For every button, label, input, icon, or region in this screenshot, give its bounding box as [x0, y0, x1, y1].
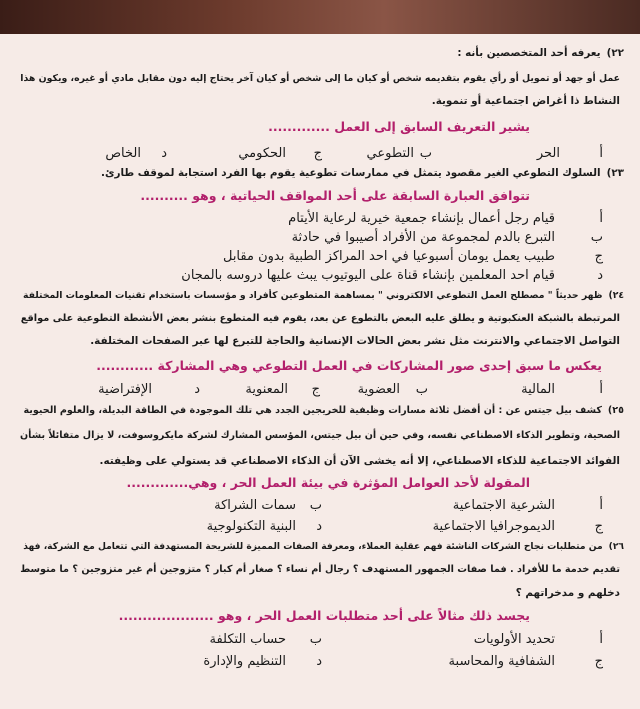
q26-line2: تقديم خدمة ما للأفراد . فما صفات الجمهور المستهدف ؟ رجال أم نساء ؟ صغار أم كبار ؟ متزوجين أم غير متزوجين ؟ ما متوسط	[20, 564, 620, 575]
q26-letter-a: أ	[599, 632, 603, 647]
q25-letter-d: د	[316, 519, 322, 534]
top-banner	[0, 0, 640, 34]
q22-letter-d: د	[161, 146, 167, 161]
q22-line2: النشاط ذا أغراض اجتماعية أو تنموية.	[431, 95, 620, 107]
q26-number: ٢٦)	[608, 541, 624, 552]
q26-line1-text: من متطلبات نجاح الشركات الناشئة فهم عقلية العملاء، ومعرفة الصفات المميزة للشريحة المستهدفة التي تتعامل مع الشركة، فهذ	[23, 541, 603, 552]
q22-letter-b: ب	[419, 146, 432, 161]
q22-number: ٢٢)	[606, 47, 624, 59]
q25-letter-a: أ	[599, 498, 603, 513]
q26-letter-d: د	[316, 654, 322, 669]
q24-number: ٢٤)	[608, 290, 624, 301]
q25-line2: الصحية، وتطوير الذكاء الاصطناعي نفسه، وفي حين أن بيل جيتس، المؤسس المشارك لشركة مايكروسوفت، لا يزال متفائلاً بشأن	[20, 430, 620, 441]
q22-option-a[interactable]: الحر	[536, 146, 560, 161]
q22-line1: عمل أو جهد أو تمويل أو رأي يقوم بتقديمه شخص أو كيان ما إلى شخص أو كيان آخر يحتاج إليه دون مقابل مادي أو غيره، ويكون هذا	[20, 73, 620, 84]
q23-option-b[interactable]: التبرع بالدم لمجموعة من الأفراد أصيبوا في حادثة	[291, 230, 555, 245]
q26-letter-b: ب	[309, 632, 322, 647]
q22-option-d[interactable]: الخاص	[105, 146, 141, 161]
q23-option-d[interactable]: قيام احد المعلمين بإنشاء قناة على اليوتيوب يبث عليها دروسه بالمجان	[181, 268, 555, 283]
q22-header	[457, 44, 624, 62]
q25-option-c[interactable]: الديموجرافيا الاجتماعية	[432, 519, 555, 534]
q23-number: ٢٣)	[606, 167, 624, 179]
q25-letter-b: ب	[309, 498, 322, 513]
q25-line3: الفوائد الاجتماعية للذكاء الاصطناعي، إلا أنه يخشى الآن أن الذكاء الاصطناعي قد يستولي على وظيفته.	[99, 455, 620, 467]
q23-letter-a: أ	[599, 211, 603, 226]
q24-line1-text: ظهر حديثاً " مصطلح العمل التطوعي الالكتروني " بمساهمة المتطوعين كأفراد و مؤسسات باستخدام تقنيات المعلومات المختلفة	[22, 290, 603, 301]
q23-option-a[interactable]: قيام رجل أعمال بإنشاء جمعية خيرية لرعاية الأيتام	[288, 211, 555, 226]
q22-prompt: يشير التعريف السابق إلى العمل .............	[268, 119, 530, 134]
q22-letter-a: أ	[599, 146, 603, 161]
q23-letter-c: ج	[594, 249, 603, 264]
q23-stem: السلوك التطوعي الغير مقصود يتمثل في ممارسات تطوعية يقوم بها الفرد استجابة لموقف طارئ.	[101, 167, 601, 179]
q23-option-c[interactable]: طبيب يعمل يومان أسبوعيا في احد المراكز الطبية بدون مقابل	[222, 249, 555, 264]
q24-prompt: يعكس ما سبق إحدى صور المشاركات في العمل التطوعي وهي المشاركة ............	[96, 358, 602, 373]
q26-prompt: يجسد ذلك مثالاً على أحد متطلبات العمل الحر ، وهو ....................	[118, 608, 530, 623]
q22-option-b[interactable]: التطوعي	[366, 146, 414, 161]
q25-prompt: المقولة لأحد العوامل المؤثرة في بيئة العمل الحر ، وهي.............	[126, 475, 530, 490]
q26-option-c[interactable]: الشفافية والمحاسبة	[448, 654, 555, 669]
q23-prompt: تتوافق العبارة السابقة على أحد المواقف الحياتية ، وهو ..........	[140, 188, 530, 203]
q24-option-a[interactable]: المالية	[521, 382, 555, 397]
q24-letter-d: د	[194, 382, 200, 397]
q26-option-b[interactable]: حساب التكلفة	[209, 632, 286, 647]
q26-line3: دخلهم و مدخراتهم ؟	[515, 587, 620, 599]
q25-option-d[interactable]: البنية التكنولوجية	[206, 519, 296, 534]
q24-letter-a: أ	[599, 382, 603, 397]
q23-letter-b: ب	[590, 230, 603, 245]
q26-option-d[interactable]: التنظيم والإدارة	[203, 654, 286, 669]
q24-line1	[23, 287, 624, 305]
q23-letter-d: د	[597, 268, 603, 283]
q23-header	[101, 164, 624, 182]
q26-line1	[23, 538, 624, 556]
q24-letter-c: ج	[311, 382, 320, 397]
q24-line3: التواصل الاجتماعي والانترنت مثل نشر بعض الحالات الإنسانية والحاجة للتبرع لها عبر الصفحات المختلفة.	[90, 335, 620, 347]
q24-line2: المرتبطة بالشبكة العنكبوتية و يطلق عليه البعض بالتطوع عن بعد، يقوم فيه المتطوع بنشر بعض الأنشطة التطوعية على مواقع	[20, 313, 620, 324]
q25-line1-text: كشف بيل جيتس عن : أن أفضل ثلاثة مسارات وظيفية للخريجين الجدد هي تلك الموجودة في الطاقة البديلة، والعلوم الحيوية	[23, 405, 602, 416]
q26-option-a[interactable]: تحديد الأولويات	[473, 632, 555, 647]
q24-option-d[interactable]: الإفتراضية	[98, 382, 152, 397]
q22-intro: يعرفه أحد المتخصصين بأنه :	[457, 47, 601, 59]
q22-letter-c: ج	[313, 146, 322, 161]
q26-letter-c: ج	[594, 654, 603, 669]
q22-option-c[interactable]: الحكومي	[238, 146, 286, 161]
q25-number: ٢٥)	[607, 405, 624, 416]
q25-line1	[23, 402, 624, 420]
q25-letter-c: ج	[594, 519, 603, 534]
q24-option-c[interactable]: المعنوية	[245, 382, 288, 397]
q24-letter-b: ب	[415, 382, 428, 397]
q25-option-b[interactable]: سمات الشراكة	[214, 498, 296, 513]
q25-option-a[interactable]: الشرعية الاجتماعية	[452, 498, 555, 513]
q24-option-b[interactable]: العضوية	[357, 382, 400, 397]
